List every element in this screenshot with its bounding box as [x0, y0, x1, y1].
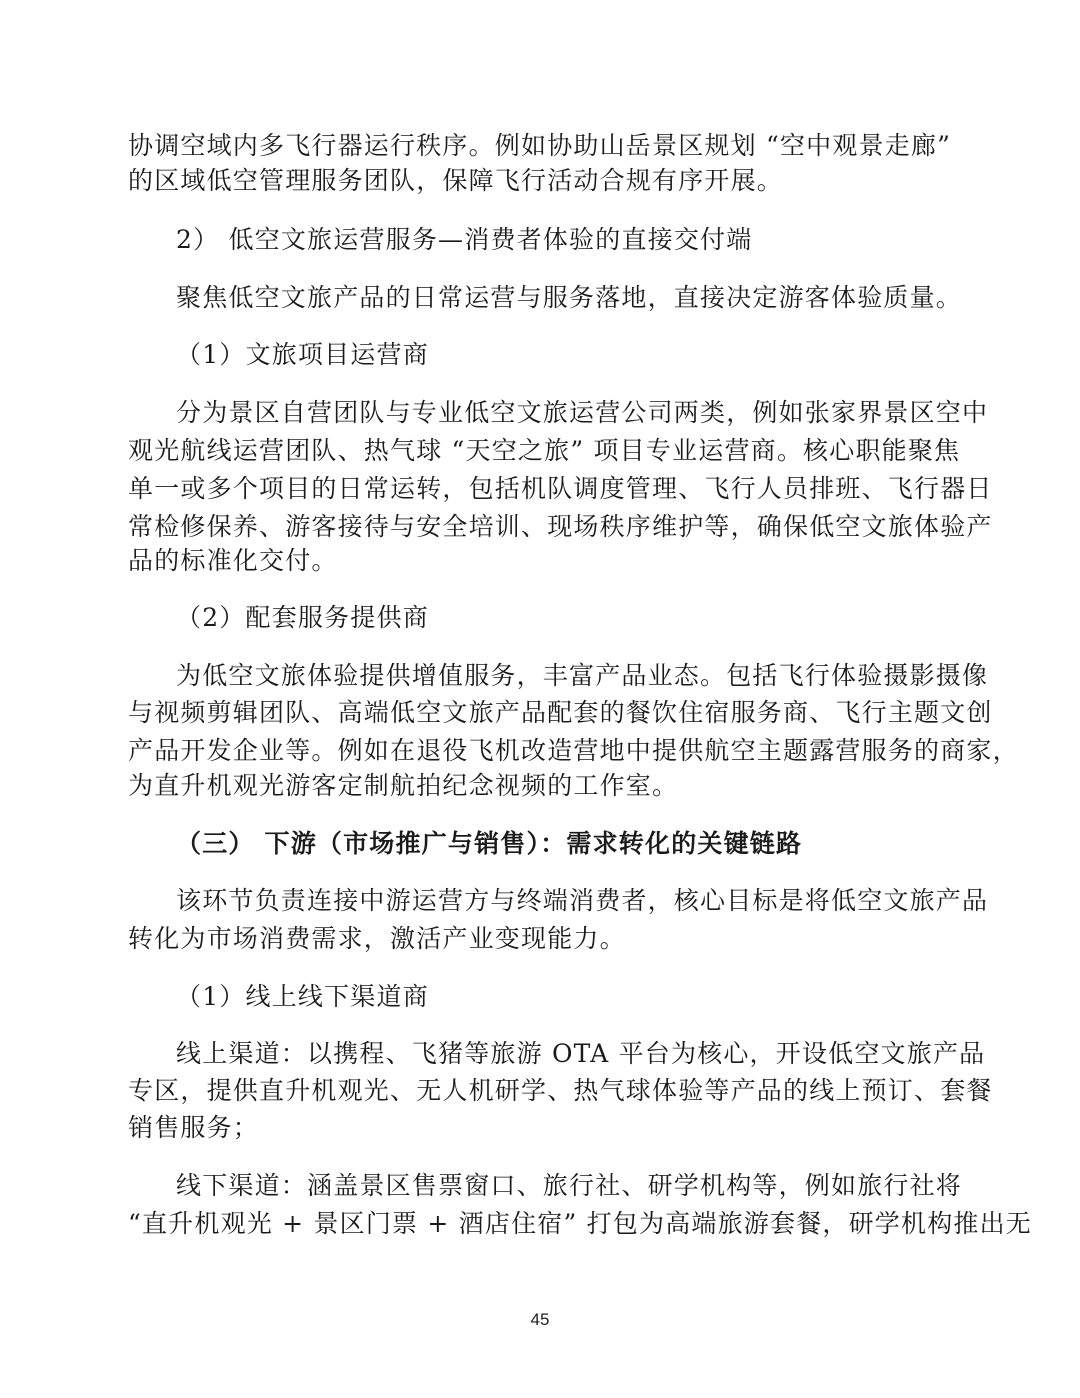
chapter-heading: （三） 下游（市场推广与销售）：需求转化的关键链路 [176, 829, 803, 858]
subsection-heading: （1）文旅项目运营商 [176, 340, 429, 369]
page-number: 45 [530, 1310, 550, 1329]
text-line: 观光航线运营团队、热气球 “天空之旅” 项目专业运营商。核心职能聚焦 [128, 436, 961, 465]
text-line: 的区域低空管理服务团队，保障飞行活动合规有序开展。 [128, 166, 784, 195]
text-line: 转化为市场消费需求，激活产业变现能力。 [128, 924, 626, 953]
subsection-heading: （1）线上线下渠道商 [176, 982, 429, 1011]
text-line: 销售服务； [128, 1113, 260, 1142]
text-line: 产品开发企业等。例如在退役飞机改造营地中提供航空主题露营服务的商家， [128, 736, 1019, 765]
text-line: “直升机观光 + 景区门票 + 酒店住宿” 打包为高端旅游套餐，研学机构推出无 [128, 1209, 1032, 1238]
text-line: 专区，提供直升机观光、无人机研学、热气球体验等产品的线上预订、套餐 [128, 1076, 993, 1105]
text-line: 品的标准化交付。 [128, 546, 338, 575]
subsection-heading: （2）配套服务提供商 [176, 603, 429, 632]
text-line: 聚焦低空文旅产品的日常运营与服务落地，直接决定游客体验质量。 [176, 283, 963, 312]
text-line: 为直升机观光游客定制航拍纪念视频的工作室。 [128, 771, 679, 800]
text-line: 分为景区自营团队与专业低空文旅运营公司两类，例如张家界景区空中 [176, 398, 989, 427]
section-heading: 2） 低空文旅运营服务—消费者体验的直接交付端 [176, 225, 753, 254]
text-line: 线下渠道：涵盖景区售票窗口、旅行社、研学机构等，例如旅行社将 [176, 1171, 963, 1200]
text-line: 线上渠道：以携程、飞猪等旅游 OTA 平台为核心，开设低空文旅产品 [176, 1039, 986, 1068]
text-line: 常检修保养、游客接待与安全培训、现场秩序维护等，确保低空文旅体验产 [128, 512, 993, 541]
text-line: 该环节负责连接中游运营方与终端消费者，核心目标是将低空文旅产品 [176, 886, 989, 915]
text-line: 与视频剪辑团队、高端低空文旅产品配套的餐饮住宿服务商、飞行主题文创 [128, 698, 993, 727]
text-line: 协调空域内多飞行器运行秩序。例如协助山岳景区规划 “空中观景走廊” [128, 131, 952, 160]
text-line: 单一或多个项目的日常运转，包括机队调度管理、飞行人员排班、飞行器日 [128, 474, 993, 503]
text-line: 为低空文旅体验提供增值服务，丰富产品业态。包括飞行体验摄影摄像 [176, 661, 989, 690]
